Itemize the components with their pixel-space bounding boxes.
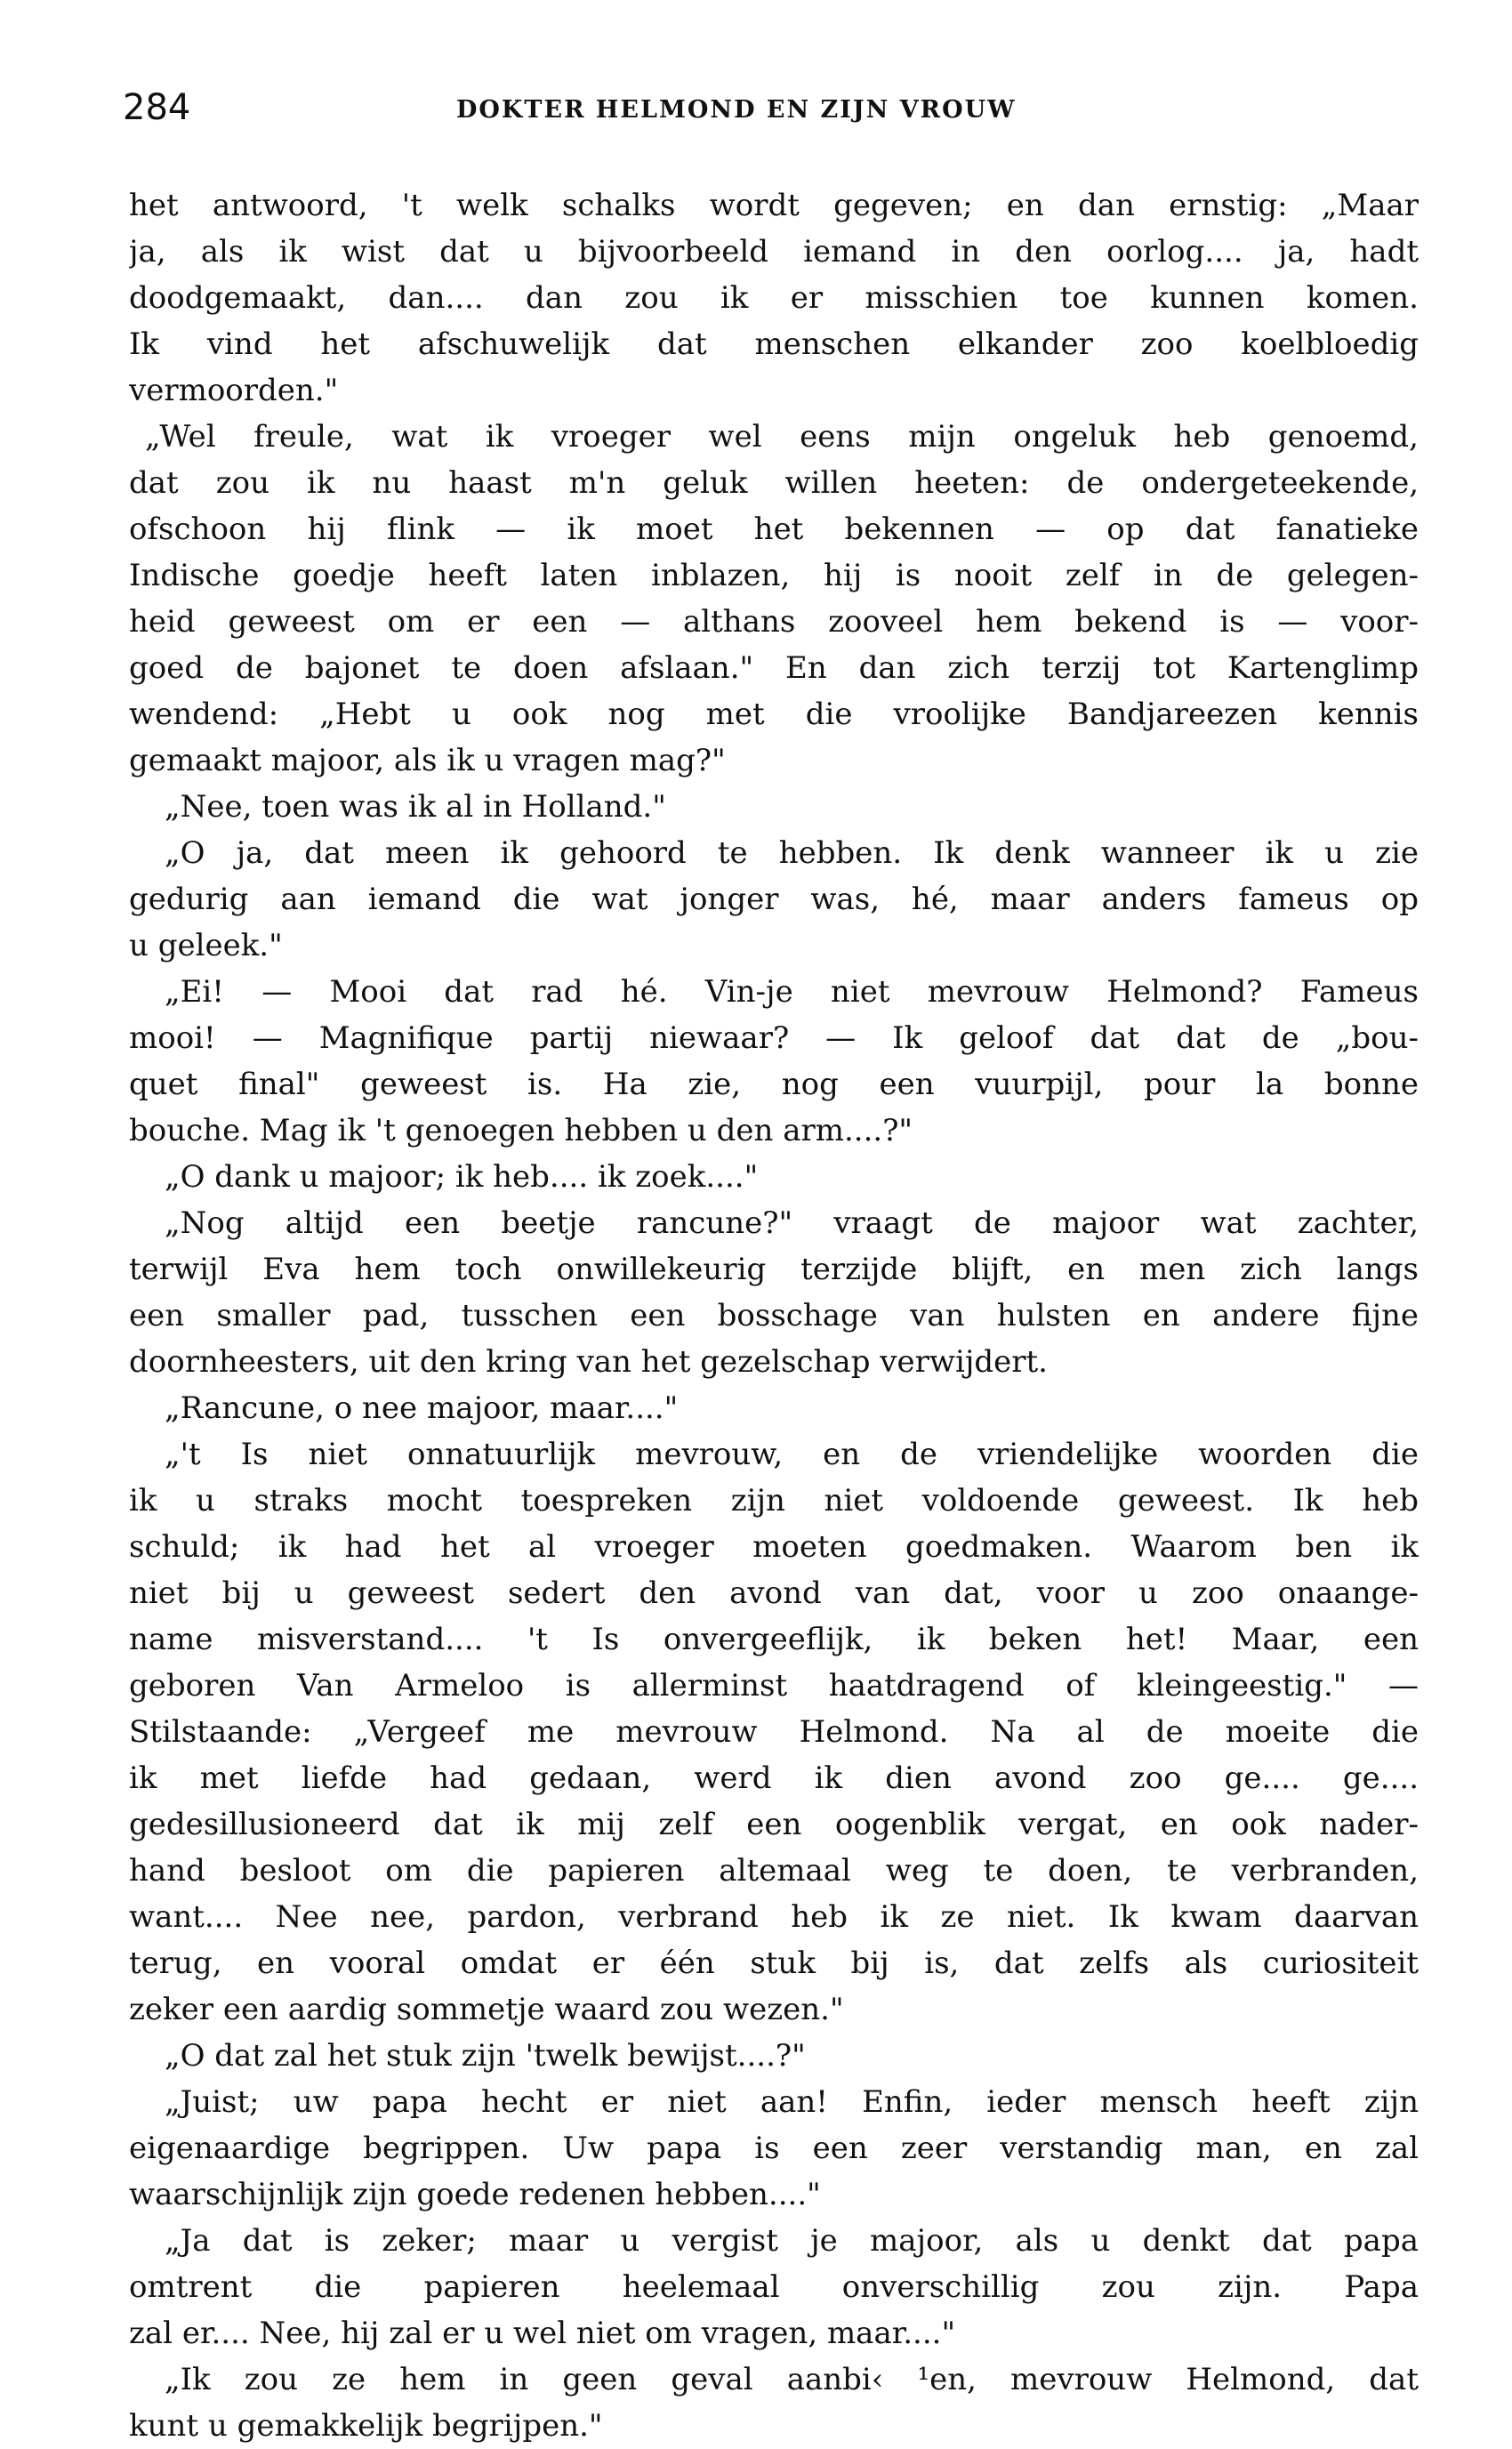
text-line: wendend: „Hebt u ook nog met die vroolijke Bandjareezen kennis — [129, 697, 1419, 732]
text-line: bouche. Mag ik 't genoegen hebben u den arm....?" — [129, 1113, 913, 1148]
text-line: een smaller pad, tusschen een bosschage van hulsten en andere fijne — [129, 1298, 1419, 1333]
text-line: quet final" geweest is. Ha zie, nog een vuurpijl, pour la bonne — [129, 1067, 1419, 1102]
text-line: Stilstaande: „Vergeef me mevrouw Helmond. Na al de moeite die — [129, 1714, 1419, 1750]
text-line: mooi! — Magnifique partij niewaar? — Ik geloof dat dat de „bou- — [129, 1020, 1419, 1056]
text-line: het antwoord, 't welk schalks wordt gegeven; en dan ernstig: „Maar — [129, 188, 1419, 223]
text-line: „Ik zou ze hem in geen geval aanbi‹ ¹en, mevrouw Helmond, dat — [165, 2362, 1419, 2397]
text-line: ofschoon hij flink — ik moet het bekennen — op dat fanatieke — [129, 512, 1419, 547]
text-line: name misverstand.... 't Is onvergeeflijk, ik beken het! Maar, een — [129, 1622, 1419, 1657]
text-line: ik met liefde had gedaan, werd ik dien avond zoo ge.... ge.... — [129, 1760, 1419, 1796]
text-line: „'t Is niet onnatuurlijk mevrouw, en de vriendelijke woorden die — [165, 1437, 1419, 1472]
text-line: vermoorden." — [129, 373, 339, 408]
text-line: „Rancune, o nee majoor, maar...." — [165, 1390, 679, 1426]
text-line: goed de bajonet te doen afslaan." En dan zich terzij tot Kartenglimp — [129, 650, 1419, 686]
running-head — [123, 85, 1421, 130]
text-line: eigenaardige begrippen. Uw papa is een zeer verstandig man, en zal — [129, 2131, 1419, 2166]
text-line: dat zou ik nu haast m'n geluk willen heeten: de ondergeteekende, — [129, 465, 1419, 501]
text-line: „Wel freule, wat ik vroeger wel eens mijn ongeluk heb genoemd, — [145, 419, 1419, 455]
text-line: „Ei! — Mooi dat rad hé. Vin-je niet mevrouw Helmond? Fameus — [165, 974, 1419, 1010]
text-line: waarschijnlijk zijn goede redenen hebben...." — [129, 2177, 821, 2212]
text-line: „O dank u majoor; ik heb.... ik zoek...." — [165, 1159, 759, 1195]
text-line: Indische goedje heeft laten inblazen, hij is nooit zelf in de gelegen- — [129, 558, 1419, 593]
text-line: geboren Van Armeloo is allerminst haatdragend of kleingeestig." — — [129, 1668, 1419, 1704]
text-line: zeker een aardig sommetje waard zou wezen." — [129, 1992, 844, 2027]
text-line: omtrent die papieren heelemaal onverschillig zou zijn. Papa — [129, 2269, 1419, 2305]
text-line: „Juist; uw papa hecht er niet aan! Enfin, ieder mensch heeft zijn — [165, 2084, 1419, 2120]
text-line: ja, als ik wist dat u bijvoorbeeld iemand in den oorlog.... ja, hadt — [129, 234, 1419, 270]
text-line: „Ja dat is zeker; maar u vergist je majoor, als u denkt dat papa — [165, 2223, 1419, 2259]
text-line: want.... Nee nee, pardon, verbrand heb ik ze niet. Ik kwam daarvan — [129, 1899, 1419, 1935]
text-line: ik u straks mocht toespreken zijn niet voldoende geweest. Ik heb — [129, 1483, 1419, 1519]
text-line: „Nee, toen was ik al in Holland." — [165, 789, 666, 825]
text-line: doodgemaakt, dan.... dan zou ik er misschien toe kunnen komen. — [129, 280, 1419, 316]
text-line: „O dat zal het stuk zijn 'twelk bewijst....?" — [165, 2038, 806, 2074]
text-line: u geleek." — [129, 928, 283, 963]
text-line: „O ja, dat meen ik gehoord te hebben. Ik denk wanneer ik u zie — [165, 835, 1419, 871]
text-line: Ik vind het afschuwelijk dat menschen elkander zoo koelbloedig — [129, 326, 1419, 362]
running-title: DOKTER HELMOND EN ZIJN VROUW — [456, 96, 1017, 124]
text-line: terug, en vooral omdat er één stuk bij is, dat zelfs als curiositeit — [129, 1946, 1419, 1981]
text-line: kunt u gemakkelijk begrijpen." — [129, 2408, 603, 2444]
text-line: gemaakt majoor, als ik u vragen mag?" — [129, 743, 726, 778]
text-line: heid geweest om er een — althans zooveel hem bekend is — voor- — [129, 604, 1419, 640]
text-line: gedesillusioneerd dat ik mij zelf een oogenblik vergat, en ook nader- — [129, 1807, 1419, 1842]
text-line: zal er.... Nee, hij zal er u wel niet om vragen, maar...." — [129, 2316, 956, 2351]
text-line: hand besloot om die papieren altemaal weg te doen, te verbranden, — [129, 1853, 1419, 1889]
text-line: „Nog altijd een beetje rancune?" vraagt de majoor wat zachter, — [165, 1205, 1419, 1241]
text-line: schuld; ik had het al vroeger moeten goedmaken. Waarom ben ik — [129, 1529, 1419, 1565]
body-text — [129, 182, 1419, 2449]
page-number: 284 — [123, 87, 191, 128]
text-line: niet bij u geweest sedert den avond van dat, voor u zoo onaange- — [129, 1575, 1419, 1611]
text-line: terwijl Eva hem toch onwillekeurig terzijde blijft, en men zich langs — [129, 1252, 1419, 1287]
text-line: doornheesters, uit den kring van het gezelschap verwijdert. — [129, 1344, 1048, 1380]
text-line: gedurig aan iemand die wat jonger was, hé, maar anders fameus op — [129, 882, 1419, 917]
